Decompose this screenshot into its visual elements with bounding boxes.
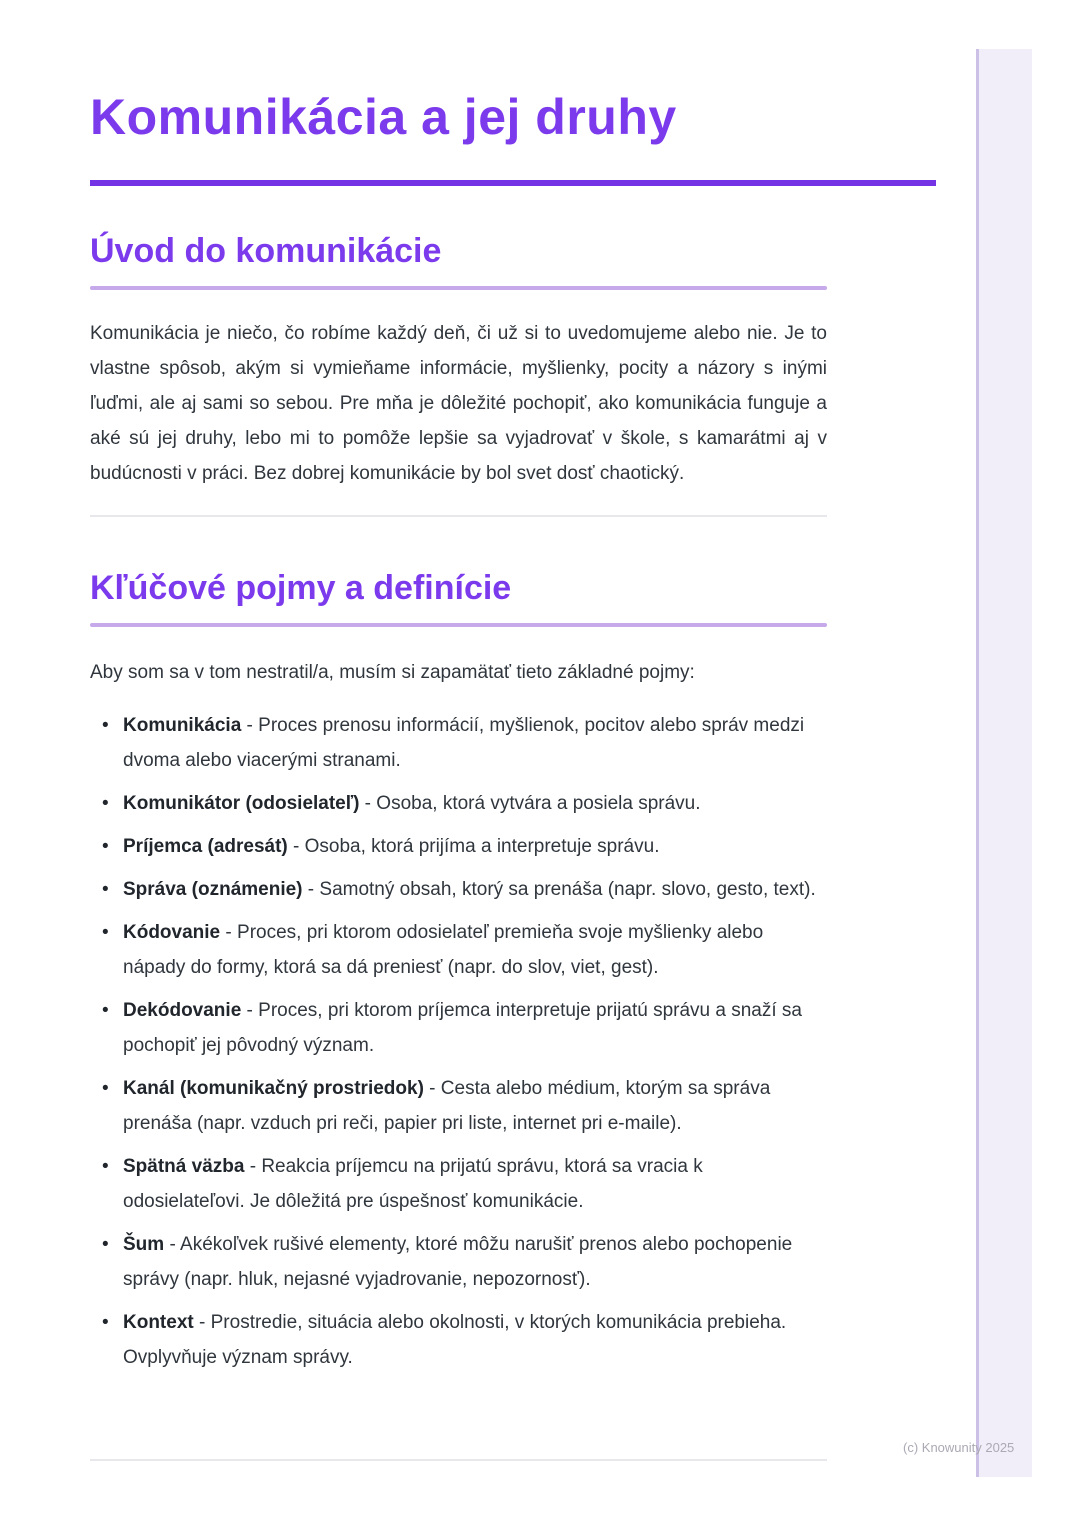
- term-name: Kanál (komunikačný prostriedok): [123, 1078, 424, 1099]
- term-separator: -: [287, 836, 305, 857]
- term-name: Spätná väzba: [123, 1156, 245, 1177]
- copyright-note: (c) Knowunity 2025: [903, 1440, 1015, 1455]
- term-list-item: [90, 1071, 827, 1141]
- term-definition: Reakcia príjemcu na prijatú správu, ktorá sa vracia k odosielateľovi. Je dôležitá pre úspešnosť komunikácie.: [123, 1156, 703, 1212]
- term-list-item: [90, 993, 827, 1063]
- term-definition: Proces, pri ktorom príjemca interpretuje prijatú správu a snaží sa pochopiť jej pôvodný význam.: [123, 1000, 802, 1056]
- term-name: Kódovanie: [123, 922, 221, 943]
- term-definition: Osoba, ktorá prijíma a interpretuje správu.: [304, 836, 660, 857]
- bullet-icon: •: [102, 715, 109, 736]
- term-definition: Proces, pri ktorom odosielateľ premieňa svoje myšlienky alebo nápady do formy, ktorá sa dá preniesť (napr. do slov, viet, gest).: [123, 922, 764, 978]
- heading-rule: [90, 623, 827, 627]
- terms-list: [90, 708, 827, 1375]
- document-content: [90, 0, 936, 1383]
- terms-intro: Aby som sa v tom nestratil/a, musím si zapamätať tieto základné pojmy:: [90, 662, 695, 683]
- term-separator: -: [241, 1000, 259, 1021]
- bullet-icon: •: [102, 836, 109, 857]
- heading-rule: [90, 286, 827, 290]
- term-definition: Osoba, ktorá vytvára a posiela správu.: [376, 793, 701, 814]
- term-name: Komunikácia: [123, 715, 242, 736]
- section-heading-uvod: Úvod do komunikácie: [90, 232, 442, 270]
- section-intro: [90, 230, 936, 491]
- page-title: Komunikácia a jej druhy: [90, 89, 677, 145]
- bullet-icon: •: [102, 1078, 109, 1099]
- term-separator: -: [244, 1156, 262, 1177]
- term-list-item: [90, 829, 827, 864]
- bullet-icon: •: [102, 1312, 109, 1333]
- term-definition: Samotný obsah, ktorý sa prenáša (napr. slovo, gesto, text).: [319, 879, 816, 900]
- bullet-icon: •: [102, 879, 109, 900]
- term-separator: -: [302, 879, 320, 900]
- title-rule: [90, 180, 936, 186]
- bullet-icon: •: [102, 1000, 109, 1021]
- term-separator: -: [164, 1234, 181, 1255]
- decorative-side-strip: [976, 49, 1032, 1477]
- bullet-icon: •: [102, 1156, 109, 1177]
- term-separator: -: [359, 793, 377, 814]
- bullet-icon: •: [102, 793, 109, 814]
- section-key-terms: [90, 567, 936, 1375]
- term-separator: -: [220, 922, 238, 943]
- term-separator: -: [423, 1078, 441, 1099]
- term-name: Dekódovanie: [123, 1000, 242, 1021]
- bullet-icon: •: [102, 922, 109, 943]
- bottom-divider: [90, 1459, 827, 1461]
- term-name: Kontext: [123, 1312, 194, 1333]
- term-definition: Prostredie, situácia alebo okolnosti, v ktorých komunikácia prebieha. Ovplyvňuje význam správy.: [123, 1312, 787, 1368]
- term-name: Príjemca (adresát): [123, 836, 288, 857]
- term-list-item: [90, 708, 827, 778]
- section-heading-pojmy: Kľúčové pojmy a definície: [90, 569, 512, 607]
- term-name: Správa (oznámenie): [123, 879, 303, 900]
- term-definition: Akékoľvek rušivé elementy, ktoré môžu narušiť prenos alebo pochopenie správy (napr. hluk, nejasné vyjadrovanie, nepozornosť).: [123, 1234, 793, 1290]
- term-name: Šum: [123, 1234, 165, 1255]
- intro-paragraph: Komunikácia je niečo, čo robíme každý deň, či už si to uvedomujeme alebo nie. Je to vlastne spôsob, akým si vymieňame informácie, myšlienky, pocity a názory s inými ľuďmi, ale aj sami so sebou. Pre mňa je dôležité pochopiť, ako komunikácia funguje a aké sú jej druhy, lebo mi to pomôže lepšie sa vyjadrovať v škole, s kamarátmi aj v budúcnosti v práci. Bez dobrej komunikácie by bol svet dosť chaotický.: [90, 323, 827, 484]
- term-list-item: [90, 1227, 827, 1297]
- term-list-item: [90, 915, 827, 985]
- term-list-item: [90, 1149, 827, 1219]
- term-name: Komunikátor (odosielateľ): [123, 793, 360, 814]
- term-list-item: [90, 1305, 827, 1375]
- term-list-item: [90, 872, 827, 907]
- term-definition: Proces prenosu informácií, myšlienok, pocitov alebo správ medzi dvoma alebo viacerými stranami.: [123, 715, 805, 771]
- term-definition: Cesta alebo médium, ktorým sa správa prenáša (napr. vzduch pri reči, papier pri liste, internet pri e-maile).: [123, 1078, 771, 1134]
- term-separator: -: [241, 715, 259, 736]
- bullet-icon: •: [102, 1234, 109, 1255]
- section-divider: [90, 515, 827, 517]
- term-list-item: [90, 786, 827, 821]
- term-separator: -: [193, 1312, 211, 1333]
